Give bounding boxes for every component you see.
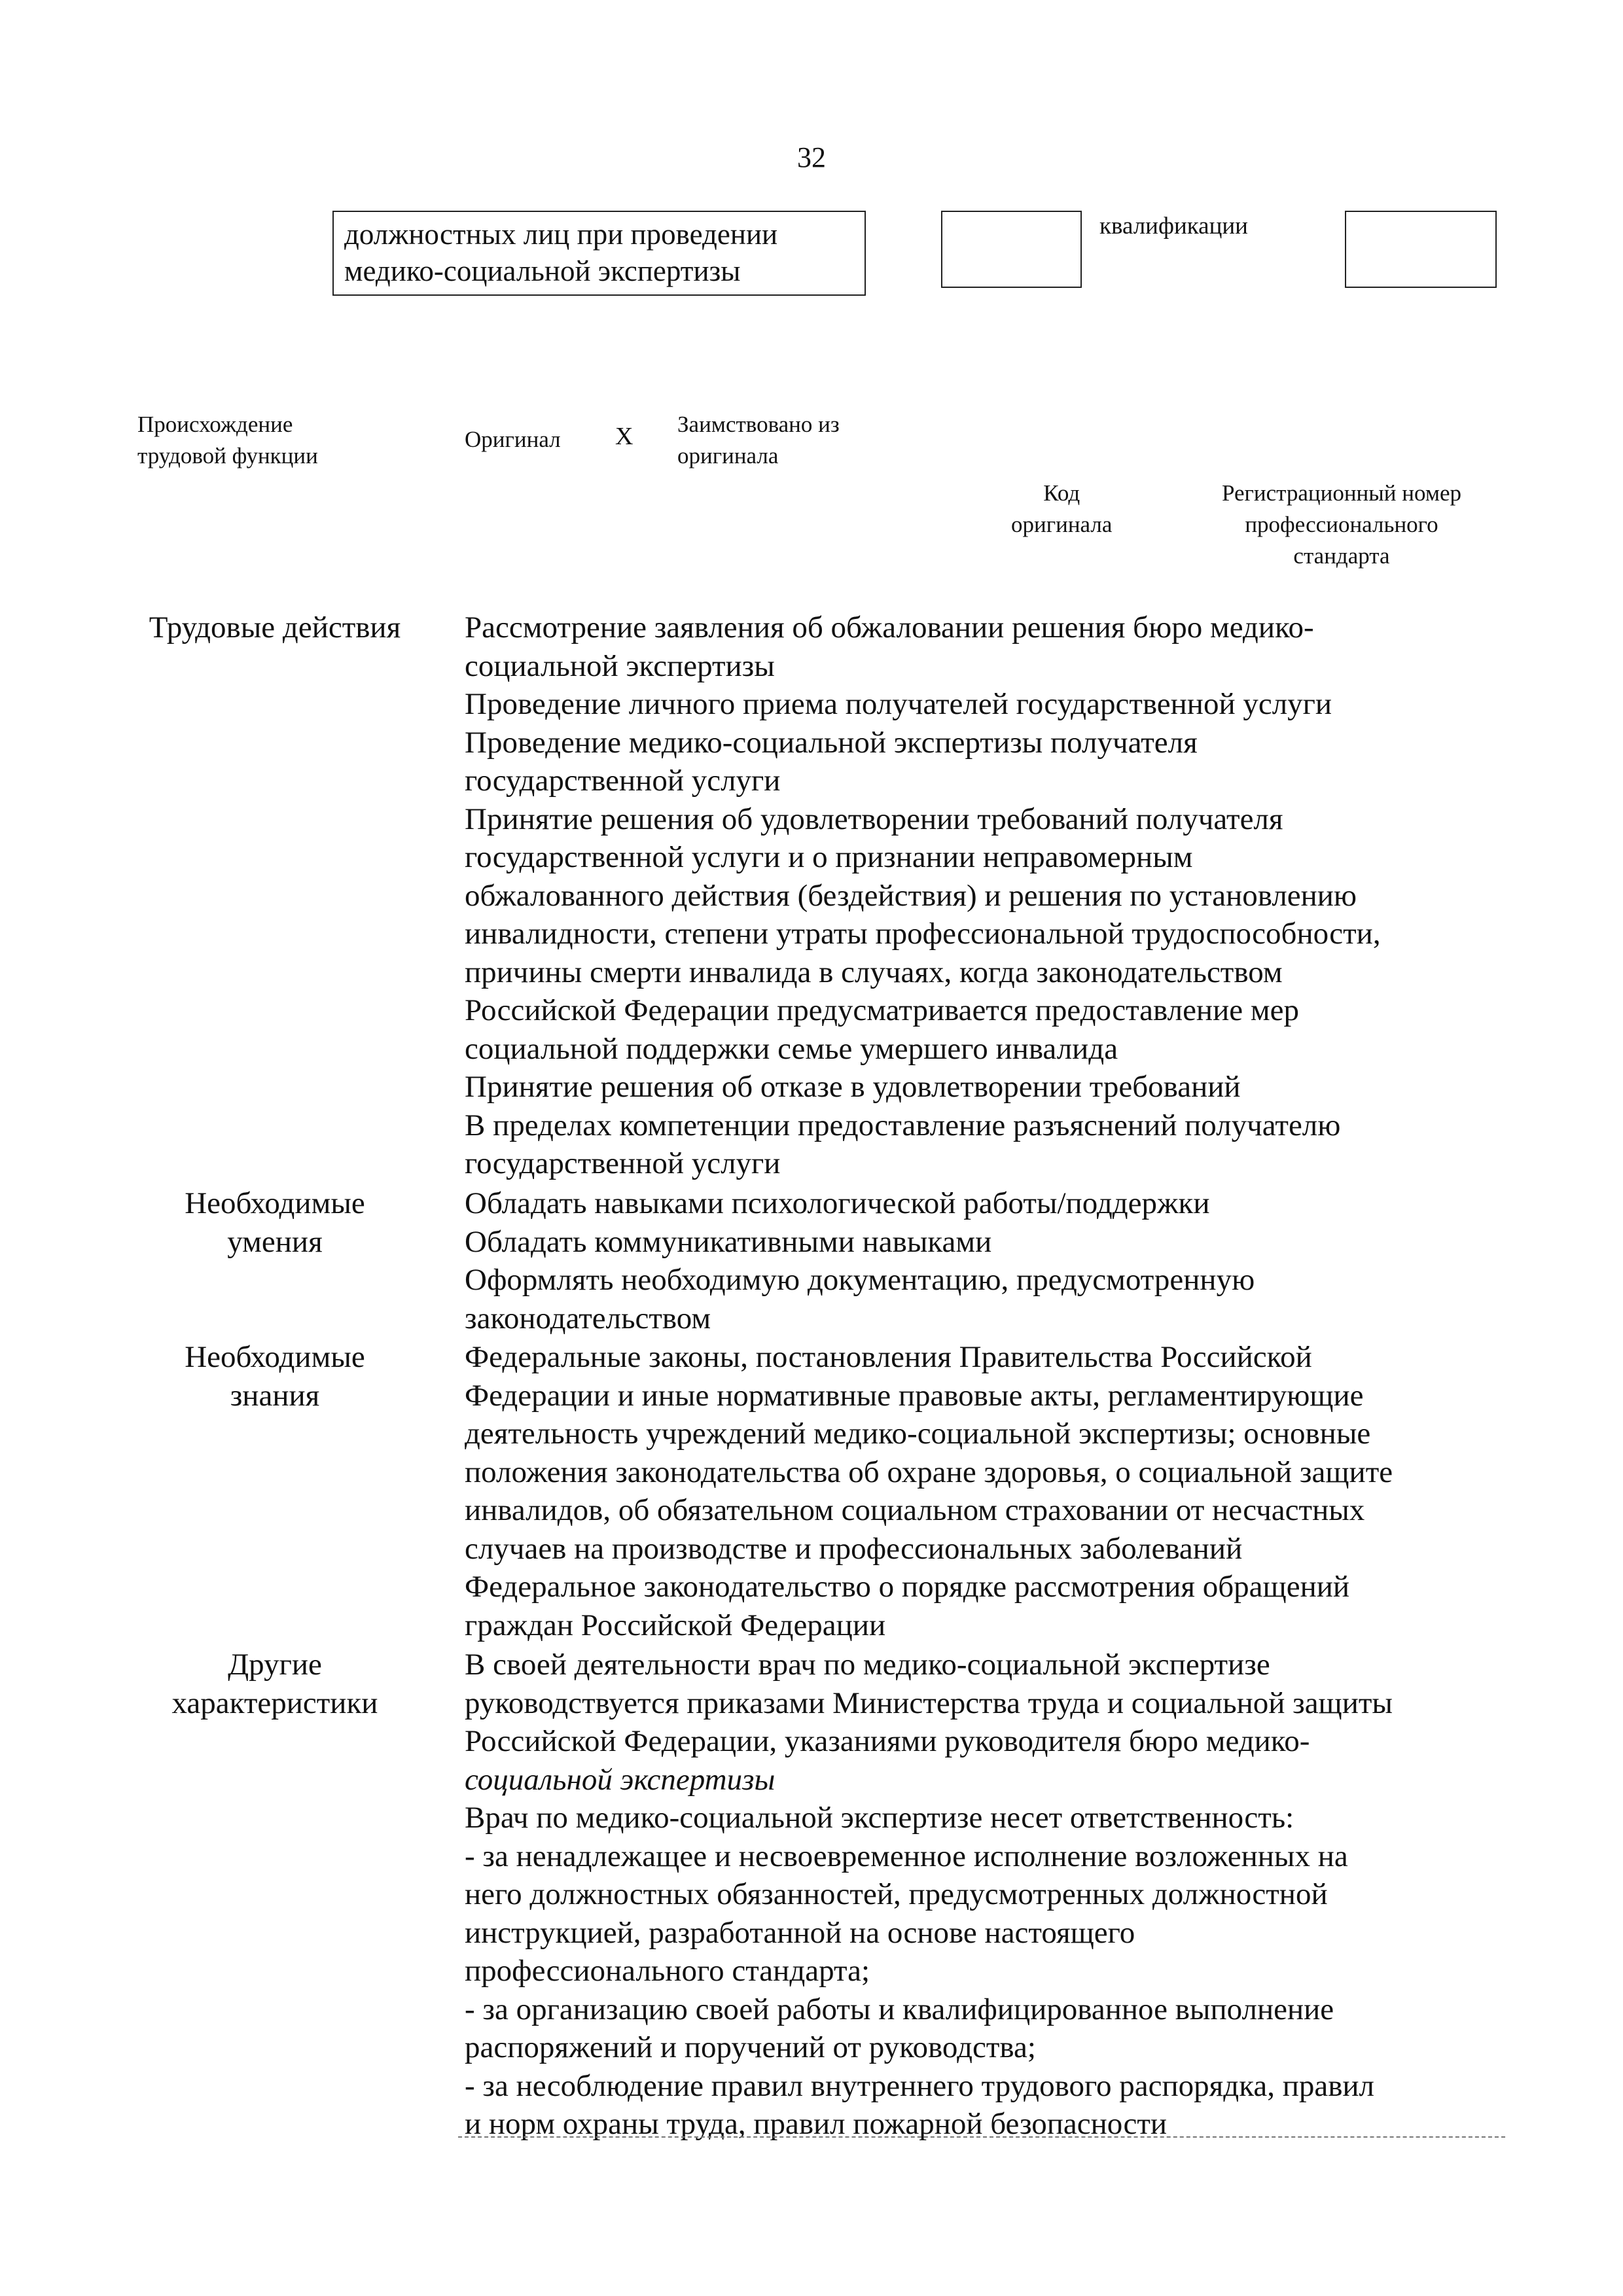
text-line: государственной услуги: [465, 1146, 781, 1180]
text-line: социальной экспертизы: [465, 648, 775, 683]
text-line: инвалидов, об обязательном социальном страховании от несчастных: [465, 1493, 1365, 1527]
code-original-label: [1011, 478, 1112, 540]
text-line: и норм охраны труда, правил пожарной безопасности: [465, 2107, 1168, 2141]
text-line: руководствуется приказами Министерства труда и социальной защиты: [465, 1686, 1393, 1720]
text-line: инвалидности, степени утраты профессиональной трудоспособности,: [465, 917, 1381, 951]
text-line: него должностных обязанностей, предусмотренных должностной: [465, 1877, 1328, 1911]
section-label-line: Необходимые: [185, 1340, 365, 1374]
code-original-line: Код: [1043, 480, 1080, 506]
section-text-skills: [465, 1184, 1505, 1337]
original-label: Оригинал: [465, 427, 561, 452]
text-line: В своей деятельности врач по медико-социальной экспертизе: [465, 1648, 1270, 1682]
text-line: инструкцией, разработанной на основе настоящего: [465, 1915, 1135, 1950]
reg-number-line: профессионального: [1245, 512, 1438, 537]
text-line: - за ненадлежащее и несвоевременное исполнение возложенных на: [465, 1839, 1348, 1873]
section-text-other: [465, 1646, 1505, 2144]
section-label-other: [118, 1646, 432, 1722]
section-label-line: умения: [227, 1224, 323, 1259]
text-line: Врач по медико-социальной экспертизе несет ответственность:: [465, 1801, 1294, 1835]
text-line: Оформлять необходимую документацию, предусмотренную: [465, 1263, 1255, 1297]
section-label-line: Другие: [228, 1648, 322, 1682]
section-label-line: Трудовые действия: [149, 610, 401, 645]
section-label-knowledge: [118, 1338, 432, 1415]
page-number: 32: [797, 141, 826, 173]
text-line: Федеральные законы, постановления Правительства Российской: [465, 1340, 1312, 1374]
borrowed-label-line: Заимствовано из: [677, 412, 840, 437]
text-line: государственной услуги: [465, 764, 781, 798]
text-line: Российской Федерации, указаниями руководителя бюро медико-: [465, 1724, 1310, 1758]
code-original-line: оригинала: [1011, 512, 1113, 537]
text-line: Принятие решения об удовлетворении требований получателя: [465, 802, 1283, 836]
section-text-actions: [465, 609, 1505, 1183]
borrowed-label-line: оригинала: [677, 443, 779, 468]
text-line: социальной экспертизы: [465, 1762, 776, 1797]
text-line: Рассмотрение заявления об обжаловании решения бюро медико-: [465, 610, 1314, 645]
text-line: положения законодательства об охране здоровья, о социальной защите: [465, 1455, 1393, 1489]
text-line: Федерации и иные нормативные правовые акты, регламентирующие: [465, 1378, 1364, 1413]
text-line: В пределах компетенции предоставление разъяснений получателю: [465, 1108, 1341, 1142]
text-line: Проведение медико-социальной экспертизы получателя: [465, 725, 1198, 760]
text-line: причины смерти инвалида в случаях, когда законодательством: [465, 955, 1283, 989]
qualification-code-box: [1345, 211, 1497, 288]
section-label-skills: [118, 1184, 432, 1261]
text-line: государственной услуги и о признании неправомерным: [465, 840, 1193, 874]
section-label-line: знания: [230, 1378, 320, 1413]
text-line: обжалованного действия (бездействия) и решения по установлению: [465, 878, 1357, 913]
text-line: социальной поддержки семье умершего инвалида: [465, 1031, 1118, 1066]
text-line: Принятие решения об отказе в удовлетворении требований: [465, 1070, 1241, 1104]
reg-number-line: Регистрационный номер: [1221, 480, 1462, 506]
reg-number-line: стандарта: [1293, 543, 1390, 569]
text-line: законодательством: [465, 1301, 711, 1335]
text-line: - за несоблюдение правил внутреннего трудового распорядка, правил: [465, 2068, 1375, 2103]
text-line: Российской Федерации предусматривается предоставление мер: [465, 993, 1299, 1027]
text-line: профессионального стандарта;: [465, 1954, 870, 1988]
qualification-label: квалификации: [1099, 213, 1248, 239]
text-line: Обладать навыками психологической работы/поддержки: [465, 1186, 1210, 1220]
text-line: случаев на производстве и профессиональных заболеваний: [465, 1531, 1243, 1566]
text-line: - за организацию своей работы и квалифицированное выполнение: [465, 1992, 1334, 2026]
level-box: [941, 211, 1082, 288]
origin-label: [137, 409, 318, 472]
section-label-actions: [118, 609, 432, 647]
text-line: Федеральное законодательство о порядке рассмотрения обращений: [465, 1570, 1350, 1604]
section-text-knowledge: [465, 1338, 1505, 1644]
text-line: граждан Российской Федерации: [465, 1608, 886, 1642]
original-mark: X: [615, 423, 633, 450]
text-line: распоряжений и поручений от руководства;: [465, 2030, 1036, 2064]
text-line: Проведение личного приема получателей государственной услуги: [465, 687, 1332, 721]
table-bottom-rule: [458, 2136, 1505, 2138]
section-label-line: Необходимые: [185, 1186, 365, 1220]
function-name-line: медико-социальной экспертизы: [344, 255, 741, 287]
section-label-line: характеристики: [171, 1686, 378, 1720]
borrowed-label: [677, 409, 840, 472]
registration-number-label: [1185, 478, 1499, 572]
origin-label-line: Происхождение: [137, 412, 293, 437]
text-line: Обладать коммуникативными навыками: [465, 1224, 992, 1259]
text-line: деятельность учреждений медико-социальной экспертизы; основные: [465, 1417, 1371, 1451]
function-name-box: [332, 211, 866, 296]
function-name-line: должностных лиц при проведении: [344, 218, 778, 251]
origin-label-line: трудовой функции: [137, 443, 318, 468]
